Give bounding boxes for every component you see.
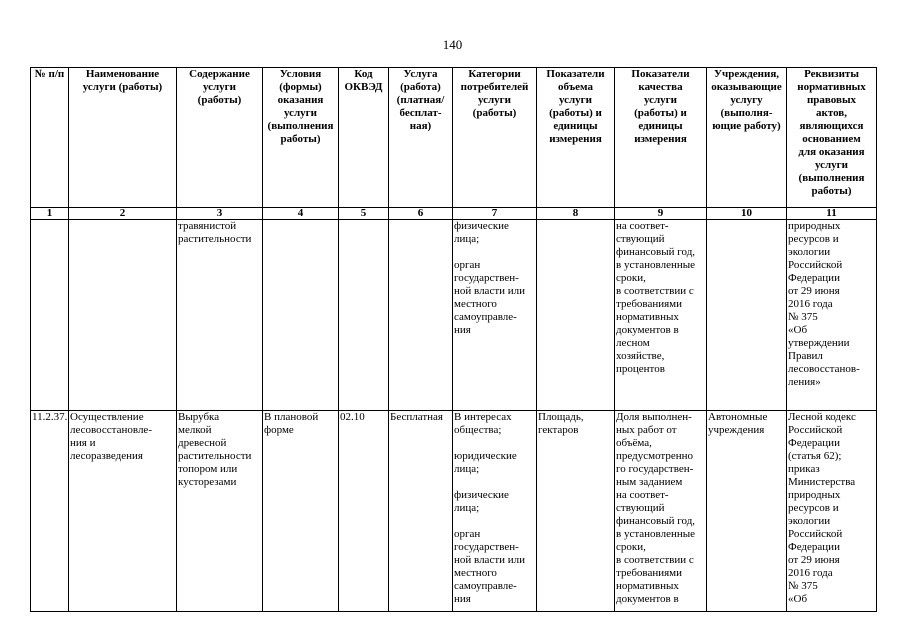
table-cell: В плановой форме <box>263 411 339 612</box>
table-cell: природных ресурсов и экологии Российской Федерации от 29 июня 2016 года № 375 «Об утверждении Правил лесовосстанов- ления» <box>787 220 877 411</box>
table-cell <box>389 220 453 411</box>
table-cell: Доля выполнен- ных работ от объёма, предусмотренно го государствен- ным заданием на соответ- ствующий финансовый год, в установленные сроки, в соответствии с требованиями нормативных документов в <box>615 411 707 612</box>
header-cell: Наименование услуги (работы) <box>69 68 177 208</box>
header-cell: Услуга (работа) (платная/ бесплат- ная) <box>389 68 453 208</box>
table-cell: 02.10 <box>339 411 389 612</box>
column-number: 4 <box>263 208 339 220</box>
column-number: 3 <box>177 208 263 220</box>
table-cell: на соответ- ствующий финансовый год, в установленные сроки, в соответствии с требованиями нормативных документов в лесном хозяйстве, процентов <box>615 220 707 411</box>
services-table <box>30 67 877 612</box>
header-cell: Категории потребителей услуги (работы) <box>453 68 537 208</box>
table-cell: Площадь, гектаров <box>537 411 615 612</box>
column-number-row <box>31 208 877 220</box>
header-cell: № п/п <box>31 68 69 208</box>
table-cell <box>263 220 339 411</box>
column-number: 1 <box>31 208 69 220</box>
header-cell: Показатели качества услуги (работы) и единицы измерения <box>615 68 707 208</box>
column-number: 2 <box>69 208 177 220</box>
header-row <box>31 68 877 208</box>
table-cell <box>707 220 787 411</box>
table-row <box>31 220 877 411</box>
column-number: 10 <box>707 208 787 220</box>
column-number: 11 <box>787 208 877 220</box>
table-cell: травянистой растительности <box>177 220 263 411</box>
header-cell: Код ОКВЭД <box>339 68 389 208</box>
table-cell: В интересах общества; юридические лица; физические лица; орган государствен- ной власти или местного самоуправле- ния <box>453 411 537 612</box>
table-cell: Осуществление лесовосстановле- ния и лесоразведения <box>69 411 177 612</box>
table-cell <box>31 220 69 411</box>
column-number: 5 <box>339 208 389 220</box>
table-cell: Вырубка мелкой древесной растительности топором или кусторезами <box>177 411 263 612</box>
column-number: 6 <box>389 208 453 220</box>
page-number: 140 <box>442 37 463 52</box>
column-number: 8 <box>537 208 615 220</box>
table-cell <box>69 220 177 411</box>
header-cell: Условия (формы) оказания услуги (выполнения работы) <box>263 68 339 208</box>
table-cell <box>537 220 615 411</box>
table-cell <box>339 220 389 411</box>
table-cell: Автономные учреждения <box>707 411 787 612</box>
table-cell: Бесплатная <box>389 411 453 612</box>
table-cell: 11.2.37. <box>31 411 69 612</box>
header-cell: Реквизиты нормативных правовых актов, являющихся основанием для оказания услуги (выполнения работы) <box>787 68 877 208</box>
header-cell: Содержание услуги (работы) <box>177 68 263 208</box>
table-cell: физические лица; орган государствен- ной власти или местного самоуправле- ния <box>453 220 537 411</box>
header-cell: Показатели объема услуги (работы) и единицы измерения <box>537 68 615 208</box>
table-row <box>31 411 877 612</box>
header-cell: Учреждения, оказывающие услугу (выполня- ющие работу) <box>707 68 787 208</box>
column-number: 9 <box>615 208 707 220</box>
column-number: 7 <box>453 208 537 220</box>
table-cell: Лесной кодекс Российской Федерации (статья 62); приказ Министерства природных ресурсов и экологии Российской Федерации от 29 июня 2016 года № 375 «Об <box>787 411 877 612</box>
